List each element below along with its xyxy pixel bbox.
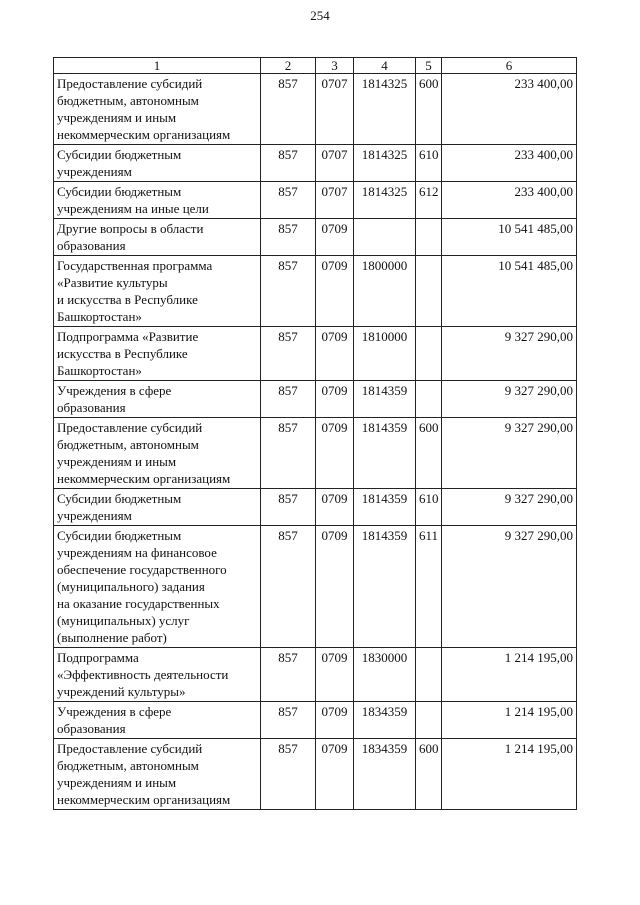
code-target: 1800000 [354, 256, 416, 327]
row-name-line: Предоставление субсидий [57, 420, 203, 435]
amount: 1 214 195,00 [442, 739, 577, 810]
row-name [54, 219, 261, 256]
row-name-line: (муниципальных) услуг [57, 613, 190, 628]
code-ved: 857 [261, 327, 316, 381]
table-row [54, 381, 577, 418]
page-number: 254 [310, 8, 330, 23]
code-section: 0709 [316, 739, 354, 810]
code-ved: 857 [261, 739, 316, 810]
row-name-line: образования [57, 721, 126, 736]
row-name-line: некоммерческим организациям [57, 471, 231, 486]
code-type [416, 256, 442, 327]
code-type: 600 [416, 418, 442, 489]
code-target: 1834359 [354, 702, 416, 739]
row-name [54, 327, 261, 381]
budget-table [53, 57, 577, 810]
amount: 9 327 290,00 [442, 526, 577, 648]
amount: 233 400,00 [442, 145, 577, 182]
table-row [54, 648, 577, 702]
code-target: 1814359 [354, 489, 416, 526]
row-name-line: Учреждения в сфере [57, 704, 172, 719]
row-name-line: Учреждения в сфере [57, 383, 172, 398]
row-name-line: учреждений культуры» [57, 684, 186, 699]
row-name-line: Субсидии бюджетным [57, 184, 182, 199]
row-name-line: Предоставление субсидий [57, 741, 203, 756]
amount: 233 400,00 [442, 74, 577, 145]
row-name-line: учреждениям [57, 164, 132, 179]
row-name-line: учреждениям на иные цели [57, 201, 209, 216]
amount: 1 214 195,00 [442, 702, 577, 739]
code-target: 1814325 [354, 145, 416, 182]
row-name [54, 381, 261, 418]
row-name-line: и искусства в Республике [57, 292, 198, 307]
row-name-line: бюджетным, автономным [57, 758, 199, 773]
code-type: 610 [416, 145, 442, 182]
row-name-line: учреждениям и иным [57, 775, 177, 790]
code-ved: 857 [261, 489, 316, 526]
col-header-6: 6 [442, 58, 577, 74]
table-row [54, 418, 577, 489]
row-name [54, 526, 261, 648]
code-section: 0709 [316, 256, 354, 327]
row-name-line: Подпрограмма «Развитие [57, 329, 199, 344]
col-header-4: 4 [354, 58, 416, 74]
code-target: 1814325 [354, 74, 416, 145]
code-target: 1814325 [354, 182, 416, 219]
row-name-line: Субсидии бюджетным [57, 528, 182, 543]
row-name [54, 145, 261, 182]
row-name-line: Башкортостан» [57, 309, 142, 324]
code-type: 600 [416, 739, 442, 810]
code-type [416, 702, 442, 739]
code-ved: 857 [261, 381, 316, 418]
amount: 9 327 290,00 [442, 489, 577, 526]
table-row [54, 74, 577, 145]
amount: 10 541 485,00 [442, 256, 577, 327]
code-type [416, 648, 442, 702]
table-row [54, 219, 577, 256]
code-type [416, 219, 442, 256]
table-row [54, 327, 577, 381]
code-ved: 857 [261, 182, 316, 219]
table-body [54, 74, 577, 810]
row-name-line: некоммерческим организациям [57, 792, 231, 807]
row-name [54, 256, 261, 327]
amount: 233 400,00 [442, 182, 577, 219]
code-section: 0709 [316, 327, 354, 381]
row-name-line: учреждениям и иным [57, 110, 177, 125]
row-name-line: бюджетным, автономным [57, 437, 199, 452]
code-section: 0707 [316, 182, 354, 219]
code-ved: 857 [261, 145, 316, 182]
code-section: 0709 [316, 702, 354, 739]
row-name-line: Государственная программа [57, 258, 213, 273]
amount: 1 214 195,00 [442, 648, 577, 702]
row-name [54, 74, 261, 145]
row-name [54, 648, 261, 702]
row-name-line: некоммерческим организациям [57, 127, 231, 142]
table-row [54, 182, 577, 219]
row-name-line: Субсидии бюджетным [57, 147, 182, 162]
row-name [54, 182, 261, 219]
code-section: 0707 [316, 74, 354, 145]
row-name-line: Подпрограмма [57, 650, 139, 665]
row-name [54, 702, 261, 739]
code-ved: 857 [261, 74, 316, 145]
code-type [416, 381, 442, 418]
table-row [54, 256, 577, 327]
row-name-line: Другие вопросы в области [57, 221, 204, 236]
col-header-3: 3 [316, 58, 354, 74]
code-type: 611 [416, 526, 442, 648]
row-name-line: Субсидии бюджетным [57, 491, 182, 506]
code-ved: 857 [261, 418, 316, 489]
row-name-line: образования [57, 238, 126, 253]
code-section: 0709 [316, 526, 354, 648]
code-type: 612 [416, 182, 442, 219]
row-name-line: обеспечение государственного [57, 562, 227, 577]
amount: 9 327 290,00 [442, 381, 577, 418]
code-target: 1810000 [354, 327, 416, 381]
code-section: 0707 [316, 145, 354, 182]
code-section: 0709 [316, 418, 354, 489]
code-target: 1834359 [354, 739, 416, 810]
code-ved: 857 [261, 256, 316, 327]
code-type: 600 [416, 74, 442, 145]
row-name-line: учреждениям и иным [57, 454, 177, 469]
code-section: 0709 [316, 648, 354, 702]
code-section: 0709 [316, 219, 354, 256]
code-target: 1814359 [354, 418, 416, 489]
row-name-line: (муниципального) задания [57, 579, 205, 594]
header-row [54, 58, 577, 74]
amount: 10 541 485,00 [442, 219, 577, 256]
row-name-line: образования [57, 400, 126, 415]
table-row [54, 526, 577, 648]
code-target: 1830000 [354, 648, 416, 702]
code-type [416, 327, 442, 381]
row-name-line: «Развитие культуры [57, 275, 168, 290]
row-name [54, 418, 261, 489]
code-target: 1814359 [354, 381, 416, 418]
code-target [354, 219, 416, 256]
row-name-line: учреждениям на финансовое [57, 545, 217, 560]
table-row [54, 739, 577, 810]
code-ved: 857 [261, 702, 316, 739]
code-ved: 857 [261, 648, 316, 702]
amount: 9 327 290,00 [442, 418, 577, 489]
row-name-line: «Эффективность деятельности [57, 667, 229, 682]
col-header-2: 2 [261, 58, 316, 74]
row-name-line: (выполнение работ) [57, 630, 167, 645]
row-name-line: на оказание государственных [57, 596, 220, 611]
table-row [54, 145, 577, 182]
row-name-line: искусства в Республике [57, 346, 188, 361]
row-name-line: Предоставление субсидий [57, 76, 203, 91]
code-type: 610 [416, 489, 442, 526]
code-section: 0709 [316, 381, 354, 418]
col-header-1: 1 [54, 58, 261, 74]
row-name [54, 489, 261, 526]
col-header-5: 5 [416, 58, 442, 74]
code-section: 0709 [316, 489, 354, 526]
row-name [54, 739, 261, 810]
code-target: 1814359 [354, 526, 416, 648]
code-ved: 857 [261, 219, 316, 256]
table-row [54, 702, 577, 739]
table-row [54, 489, 577, 526]
row-name-line: Башкортостан» [57, 363, 142, 378]
row-name-line: бюджетным, автономным [57, 93, 199, 108]
row-name-line: учреждениям [57, 508, 132, 523]
code-ved: 857 [261, 526, 316, 648]
amount: 9 327 290,00 [442, 327, 577, 381]
